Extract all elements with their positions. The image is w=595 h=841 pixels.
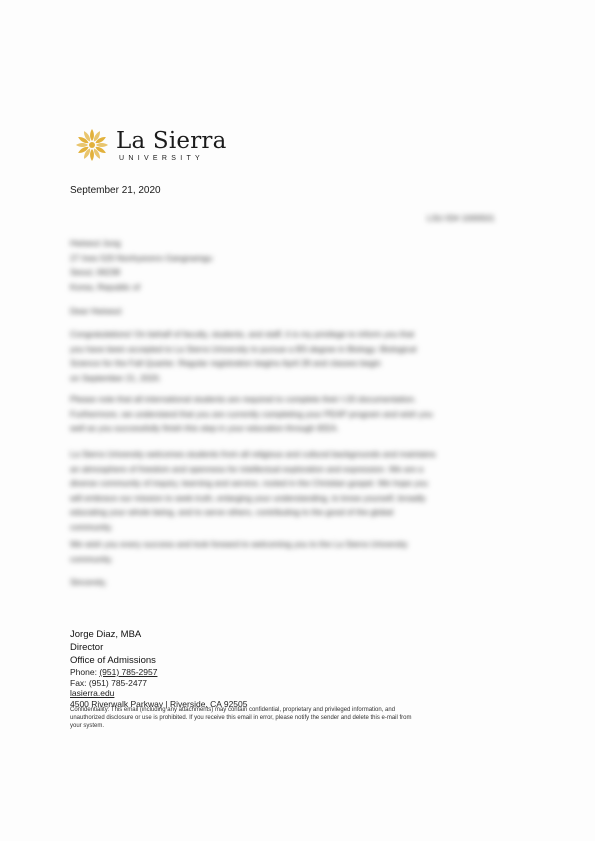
paragraph-line: you have been accepted to La Sierra University to pursue a BS degree in Biology: Biological — [70, 343, 417, 354]
address-line: Hwiseul Jung — [70, 238, 121, 248]
body-paragraph-acceptance — [70, 327, 495, 385]
notice-line: your system. — [70, 723, 105, 729]
logo-wordmark: La Sierra — [116, 128, 227, 154]
address-line: 27 Ines 520 Nonhyeonro Gangnamgu — [70, 252, 213, 263]
university-logo — [74, 127, 234, 167]
website-link[interactable]: lasierra.edu — [70, 688, 115, 699]
paragraph-line: We wish you every success and look forward to welcoming you to the La Sierra University — [70, 539, 408, 549]
notice-line: Confidentiality: This email (including any attachments) may contain confidential, proprietary and privileged information, and — [70, 707, 396, 713]
body-paragraph-welcome — [70, 537, 495, 566]
paragraph-line: Please note that all international students are required to complete their I-20 documentation. — [70, 394, 417, 404]
phone-line — [70, 667, 247, 678]
fax-line: Fax: (951) 785-2477 — [70, 677, 148, 688]
paragraph-line: Furthermore, we understand that you are currently completing your PEAP program and wish you — [70, 408, 433, 419]
paragraph-line: community. — [70, 553, 113, 564]
body-paragraph-documentation — [70, 392, 495, 436]
sunburst-emblem-icon — [74, 127, 110, 163]
paragraph-line: educating your whole being, and to serve others, contributing to the good of the global — [70, 507, 394, 518]
address-line: Korea, Republic of — [70, 281, 140, 292]
body-paragraph-mission — [70, 447, 495, 535]
paragraph-line: will embrace our mission to seek truth, enlarging your understanding, to know yourself, broadly — [70, 492, 426, 503]
paragraph-line: an atmosphere of freedom and openness for intellectual exploration and expression. We are a — [70, 463, 424, 474]
paragraph-line: community. — [70, 521, 113, 532]
logo-subtitle: UNIVERSITY — [119, 155, 205, 162]
salutation: Dear Hwiseul: — [70, 306, 123, 316]
signature-block — [70, 628, 156, 667]
confidentiality-notice — [70, 706, 490, 730]
paragraph-line: well as you successfully finish this step in your education through IEEA. — [70, 423, 339, 434]
phone-link[interactable]: (951) 785-2957 — [99, 667, 158, 677]
notice-line: unauthorized disclosure or use is prohibited. If you receive this email in error, please notify the sender and delete this e-mail from — [70, 715, 412, 721]
signer-title: Director — [70, 642, 104, 653]
recipient-address — [70, 236, 330, 294]
paragraph-line: Science for the Fall Quarter. Regular registration begins April 28 and classes begin — [70, 358, 381, 369]
letter-date: September 21, 2020 — [70, 185, 161, 196]
phone-label: Phone: — [70, 667, 100, 677]
address-line: Seoul, 06238 — [70, 267, 121, 278]
paragraph-line: on September 21, 2020. — [70, 372, 162, 383]
paragraph-line: La Sierra University welcomes students from all religious and cultural backgrounds and maintains — [70, 449, 436, 459]
contact-info — [70, 667, 247, 709]
closing: Sincerely, — [70, 577, 107, 587]
paragraph-line: Congratulations! On behalf of faculty, students, and staff, it is my privilege to inform you that — [70, 329, 415, 339]
signer-office: Office of Admissions — [70, 655, 156, 666]
paragraph-line: diverse community of inquiry, learning and service, rooted in the Christian gospel. We hope you — [70, 478, 428, 489]
postal-address: 4500 Riverwalk Parkway | Riverside, CA 92505 — [70, 698, 248, 709]
student-id-reference: LSU ID# 1000501 — [427, 213, 495, 223]
signer-name: Jorge Diaz, MBA — [70, 629, 142, 640]
